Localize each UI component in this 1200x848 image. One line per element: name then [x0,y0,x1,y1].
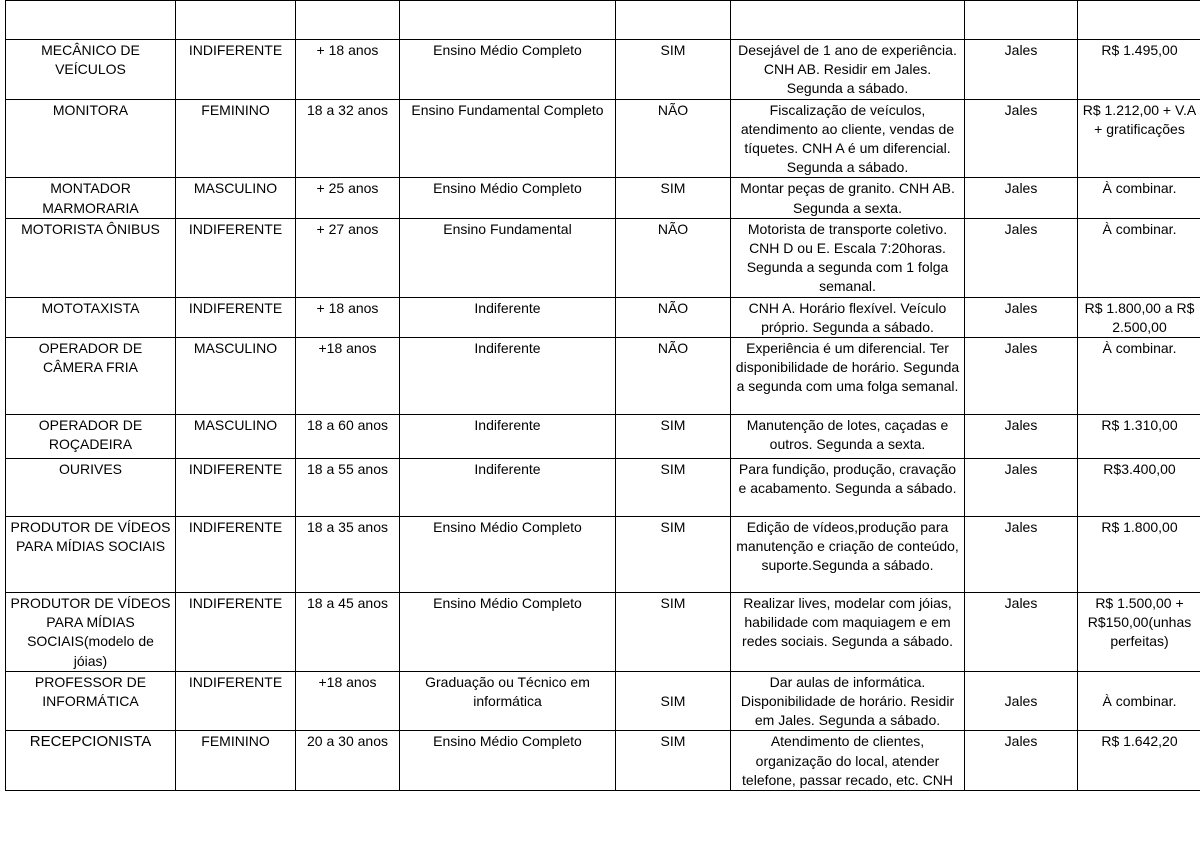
table-row [6,297,1200,337]
city-cell: Jales [965,178,1078,218]
blank-cell [616,1,731,40]
salary-cell: R$ 1.310,00 [1078,415,1200,459]
table-row [6,593,1200,672]
education-cell: Ensino Médio Completo [400,517,616,593]
blank-cell [731,1,965,40]
gender-cell: INDIFERENTE [176,671,296,731]
blank-cell [176,1,296,40]
salary-cell: R$ 1.495,00 [1078,40,1200,100]
job-title-cell: MONITORA [6,99,176,178]
requirements-cell: Para fundição, produção, cravação e acabamento. Segunda a sábado. [731,459,965,517]
age-cell: 20 a 30 anos [296,731,400,791]
city-cell: Jales [965,415,1078,459]
table-row [6,338,1200,415]
blank-cell [400,1,616,40]
gender-cell: MASCULINO [176,178,296,218]
table-row [6,517,1200,593]
age-cell: 18 a 35 anos [296,517,400,593]
table-row [6,99,1200,178]
salary-cell: R$3.400,00 [1078,459,1200,517]
city-cell: Jales [965,40,1078,100]
table-row [6,459,1200,517]
experience-cell: SIM [616,459,731,517]
education-cell: Ensino Fundamental [400,218,616,297]
city-cell: Jales [965,99,1078,178]
salary-cell: À combinar. [1078,178,1200,218]
requirements-cell: Experiência é um diferencial. Ter disponibilidade de horário. Segunda a segunda com uma folga semanal. [731,338,965,415]
job-title-cell: MECÂNICO DE VEÍCULOS [6,40,176,100]
table-body [6,1,1200,791]
requirements-cell: Motorista de transporte coletivo. CNH D ou E. Escala 7:20horas. Segunda a segunda com 1 folga semanal. [731,218,965,297]
requirements-cell: Atendimento de clientes, organização do local, atender telefone, passar recado, etc. CNH [731,731,965,791]
job-listings-table [5,0,1200,791]
job-title-cell: MOTORISTA ÔNIBUS [6,218,176,297]
table-row [6,415,1200,459]
job-title-cell: OURIVES [6,459,176,517]
experience-cell: SIM [616,517,731,593]
job-title-cell: MONTADOR MARMORARIA [6,178,176,218]
city-cell: Jales [965,297,1078,337]
job-title-cell: RECEPCIONISTA [6,731,176,791]
salary-cell: À combinar. [1078,671,1200,731]
gender-cell: INDIFERENTE [176,218,296,297]
city-cell: Jales [965,671,1078,731]
city-cell: Jales [965,338,1078,415]
education-cell: Ensino Médio Completo [400,731,616,791]
age-cell: +18 anos [296,338,400,415]
experience-cell: NÃO [616,99,731,178]
age-cell: 18 a 32 anos [296,99,400,178]
job-title-cell: OPERADOR DE ROÇADEIRA [6,415,176,459]
education-cell: Ensino Médio Completo [400,593,616,672]
age-cell: + 18 anos [296,297,400,337]
experience-cell: SIM [616,731,731,791]
experience-cell: SIM [616,593,731,672]
requirements-cell: Realizar lives, modelar com jóias, habilidade com maquiagem e em redes sociais. Segunda a sábado. [731,593,965,672]
age-cell: 18 a 60 anos [296,415,400,459]
salary-cell: R$ 1.212,00 + V.A + gratificações [1078,99,1200,178]
experience-cell: SIM [616,40,731,100]
requirements-cell: CNH A. Horário flexível. Veículo próprio. Segunda a sábado. [731,297,965,337]
salary-cell: R$ 1.500,00 + R$150,00(unhas perfeitas) [1078,593,1200,672]
education-cell: Indiferente [400,297,616,337]
salary-cell: R$ 1.800,00 a R$ 2.500,00 [1078,297,1200,337]
age-cell: + 18 anos [296,40,400,100]
city-cell: Jales [965,459,1078,517]
city-cell: Jales [965,731,1078,791]
experience-cell: NÃO [616,338,731,415]
gender-cell: FEMININO [176,731,296,791]
table-row [6,731,1200,791]
blank-cell [1078,1,1200,40]
salary-cell: À combinar. [1078,338,1200,415]
education-cell: Ensino Médio Completo [400,40,616,100]
age-cell: +18 anos [296,671,400,731]
requirements-cell: Montar peças de granito. CNH AB. Segunda a sexta. [731,178,965,218]
table-row [6,671,1200,731]
experience-cell: NÃO [616,297,731,337]
requirements-cell: Dar aulas de informática. Disponibilidade de horário. Residir em Jales. Segunda a sábado. [731,671,965,731]
education-cell: Ensino Médio Completo [400,178,616,218]
requirements-cell: Fiscalização de veículos, atendimento ao cliente, vendas de tíquetes. CNH A é um diferencial. Segunda a sábado. [731,99,965,178]
education-cell: Indiferente [400,415,616,459]
age-cell: 18 a 55 anos [296,459,400,517]
table-row [6,40,1200,100]
city-cell: Jales [965,218,1078,297]
blank-header-row [6,1,1200,40]
blank-cell [965,1,1078,40]
salary-cell: À combinar. [1078,218,1200,297]
job-title-cell: MOTOTAXISTA [6,297,176,337]
gender-cell: INDIFERENTE [176,40,296,100]
age-cell: + 27 anos [296,218,400,297]
experience-cell: NÃO [616,218,731,297]
age-cell: + 25 anos [296,178,400,218]
city-cell: Jales [965,517,1078,593]
experience-cell: SIM [616,671,731,731]
blank-cell [296,1,400,40]
education-cell: Ensino Fundamental Completo [400,99,616,178]
job-title-cell: PRODUTOR DE VÍDEOS PARA MÍDIAS SOCIAIS(modelo de jóias) [6,593,176,672]
education-cell: Graduação ou Técnico em informática [400,671,616,731]
experience-cell: SIM [616,415,731,459]
gender-cell: INDIFERENTE [176,297,296,337]
education-cell: Indiferente [400,459,616,517]
job-title-cell: PROFESSOR DE INFORMÁTICA [6,671,176,731]
job-title-cell: OPERADOR DE CÂMERA FRIA [6,338,176,415]
gender-cell: MASCULINO [176,338,296,415]
city-cell: Jales [965,593,1078,672]
job-title-cell: PRODUTOR DE VÍDEOS PARA MÍDIAS SOCIAIS [6,517,176,593]
gender-cell: INDIFERENTE [176,459,296,517]
table-row [6,178,1200,218]
gender-cell: MASCULINO [176,415,296,459]
age-cell: 18 a 45 anos [296,593,400,672]
gender-cell: INDIFERENTE [176,593,296,672]
salary-cell: R$ 1.800,00 [1078,517,1200,593]
gender-cell: FEMININO [176,99,296,178]
requirements-cell: Edição de vídeos,produção para manutenção e criação de conteúdo, suporte.Segunda a sábado. [731,517,965,593]
gender-cell: INDIFERENTE [176,517,296,593]
requirements-cell: Desejável de 1 ano de experiência. CNH AB. Residir em Jales. Segunda a sábado. [731,40,965,100]
salary-cell: R$ 1.642,20 [1078,731,1200,791]
table-row [6,218,1200,297]
blank-cell [6,1,176,40]
requirements-cell: Manutenção de lotes, caçadas e outros. Segunda a sexta. [731,415,965,459]
education-cell: Indiferente [400,338,616,415]
experience-cell: SIM [616,178,731,218]
